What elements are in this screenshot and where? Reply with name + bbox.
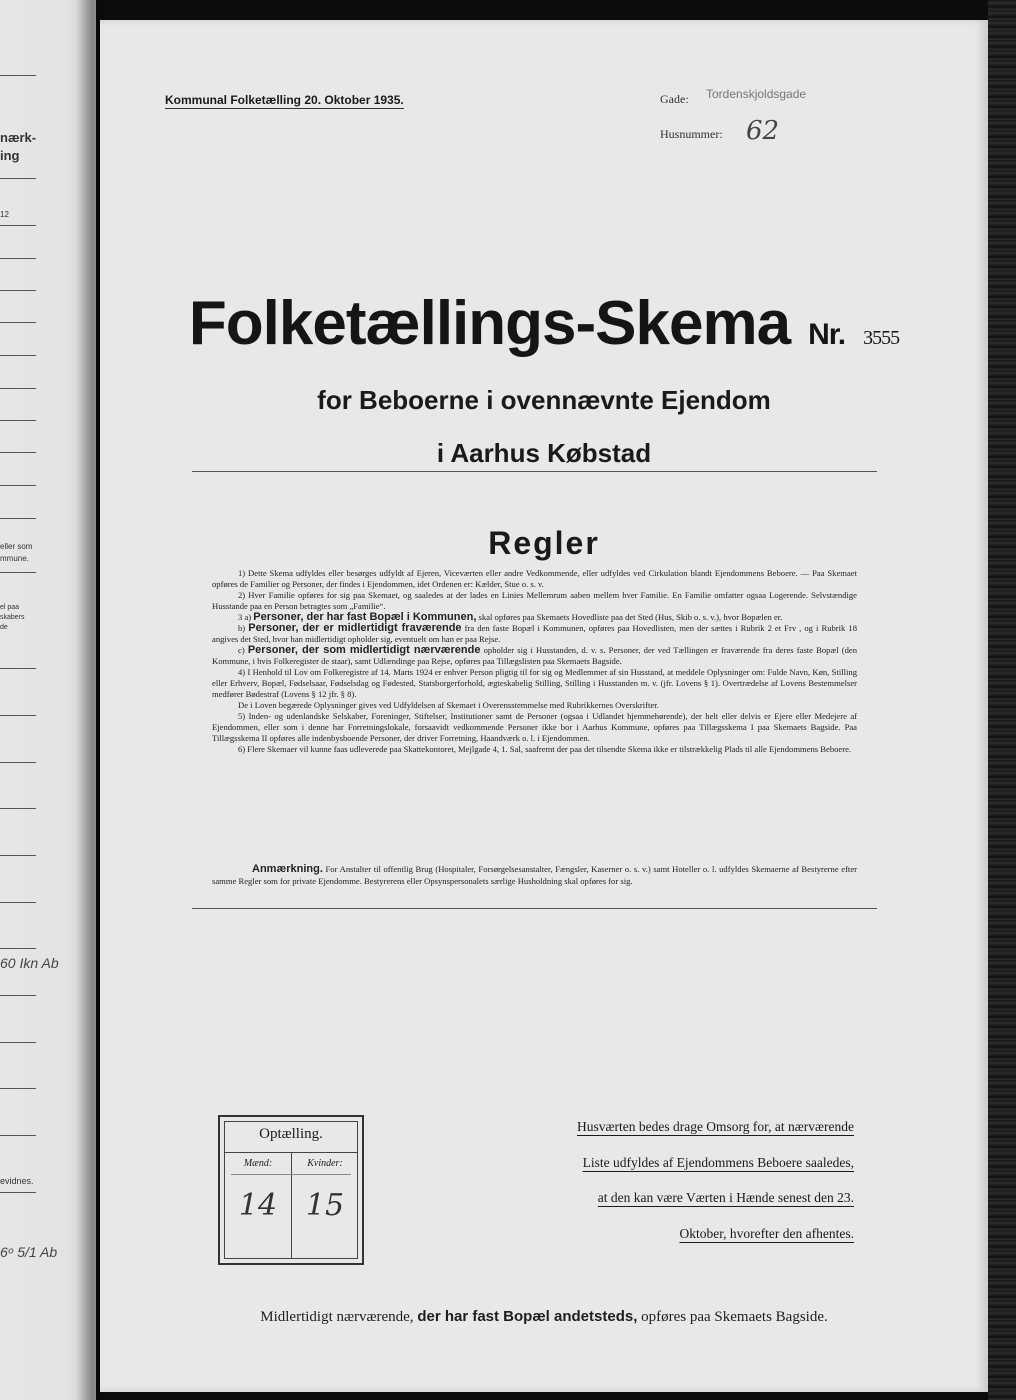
divider xyxy=(0,258,36,259)
fragment-text: skabers xyxy=(0,614,25,621)
landlord-note-line: Husværten bedes drage Omsorg for, at nærværende xyxy=(576,1119,854,1134)
count-box xyxy=(218,1115,364,1265)
form-title xyxy=(100,288,988,359)
divider xyxy=(0,75,36,76)
house-number-label: Husnummer: xyxy=(660,127,723,141)
rule-5: 5) Inden- og udenlandske Selskaber, Foreninger, Stiftelser, Institutioner samt de Personer (ogsaa i Udlandet hjemmehørende), der helt eller delvis er Ejere eller Medejere af Ejendommen, eller som i denne har Forretningslokale, forsaavidt vedkommende Personer ikke bor i Aarhus Kommune, opføres paa Tillægsskema I paa Skemaets Bagside. Paa Tillægsskema II opføres alle indenbysboende Personer, der driver Forretning, Haandværk o. l. i Ejendommen. xyxy=(212,711,857,743)
divider xyxy=(0,518,36,519)
divider xyxy=(0,485,36,486)
divider xyxy=(192,471,877,472)
divider xyxy=(192,908,877,909)
fragment-text: de xyxy=(0,624,8,631)
rule-prefix: 3 a) xyxy=(238,612,252,622)
divider xyxy=(0,322,36,323)
count-box-inner xyxy=(224,1121,358,1259)
form-nr-label: Nr. xyxy=(808,318,846,351)
fragment-text: el paa xyxy=(0,604,20,611)
landlord-note-line: at den kan være Værten i Hænde senest den 23. xyxy=(597,1190,854,1205)
women-label: Kvinder: xyxy=(307,1158,343,1169)
form-subtitle: for Beboerne i ovennævnte Ejendom xyxy=(317,385,771,415)
divider xyxy=(0,572,36,573)
men-count: 14 xyxy=(238,1188,278,1223)
divider xyxy=(0,1042,36,1043)
divider xyxy=(0,715,36,716)
divider xyxy=(0,1135,36,1136)
rule-4b: De i Loven begærede Oplysninger gives ved Udfyldelsen af Skemaet i Overensstemmelse med Rubrikkernes Overskrifter. xyxy=(238,700,659,710)
rule-3c xyxy=(212,645,857,667)
form-number: 3555 xyxy=(863,327,900,349)
rule-body: opholder sig i Husstanden, d. v. s. Personer, der ved Tællingen er fraværende fra deres faste Bopæl (den Kommune, i hvis Folkeregister de staar), samt Udlændinge paa Rejse, opføres paa Tillægslisten paa Skemaets Bagside. xyxy=(212,645,857,666)
divider xyxy=(0,902,36,903)
rule-6: 6) Flere Skemaer vil kunne faas udleverede paa Skattekontoret, Mejlgade 4, 1. Sal, saafremt der paa det tilsendte Skema ikke er tilstrækkelig Plads til alle Ejendommens Beboere. xyxy=(238,744,852,754)
rule-body: fra den faste Bopæl i Kommunen, opføres paa Hovedlisten, men der sættes i Rubrik 2 et Frv , og i Rubrik 18 angives det Sted, hvor han midlertidigt opholder sig, eventuelt om han er paa Rejse. xyxy=(212,623,857,644)
divider xyxy=(0,388,36,389)
divider xyxy=(0,1192,36,1193)
rule-highlight: Personer, der som midlertidigt nærværende xyxy=(247,644,481,656)
rules-heading: Regler xyxy=(488,525,600,561)
divider xyxy=(0,225,36,226)
remark-label: Anmærkning. xyxy=(252,863,323,875)
landlord-note-line: Liste udfyldes af Ejendommens Beboere saaledes, xyxy=(582,1155,854,1170)
divider xyxy=(0,762,36,763)
remark-text: For Anstalter til offentlig Brug (Hospitaler, Forsørgelsesanstalter, Fængsler, Kaserner o. s. v.) samt Hoteller o. l. udfyldes Skemaerne af Bestyrerne efter samme Regler som for private Ejendomme. Bestyrerens eller Opsynspersonalets særlige Husholdning skal opføres for sig. xyxy=(212,864,857,886)
book-spine-edge xyxy=(988,0,1016,1400)
handwritten-note: 6ᵒ 5/1 Ab xyxy=(0,1244,58,1260)
divider xyxy=(0,855,36,856)
street-value: Tordenskjoldsgade xyxy=(706,87,807,101)
rule-2: 2) Hver Familie opføres for sig paa Skemaet, og saaledes at der lades en Linies Mellemrum aaben mellem hver Familie. En Familie omfatter ogsaa Logerende. Selvstændige Husstande paa en Person betragtes som „Familie“. xyxy=(212,590,857,611)
fragment-text: ing xyxy=(0,148,20,163)
rule-prefix: b) xyxy=(238,623,246,633)
divider xyxy=(231,1174,351,1175)
rule-prefix: c) xyxy=(238,645,245,655)
form-subtitle-city: i Aarhus Købstad xyxy=(436,438,652,468)
divider xyxy=(0,178,36,179)
fragment-text: 12 xyxy=(0,210,9,219)
rule-1: 1) Dette Skema udfyldes eller besørges udfyldt af Ejeren, Viceværten eller andre Vedkommende, eller udfyldes ved Cirkulation blandt Ejendommens Beboere. — Paa Skemaet opføres de Familier og Personer, der findes i Ejendommen, idet Ordenen er: Kælder, Stue o. s. v. xyxy=(212,568,857,589)
rules-text xyxy=(212,568,857,755)
census-date-line: Kommunal Folketælling 20. Oktober 1935. xyxy=(165,93,404,107)
divider xyxy=(0,452,36,453)
divider xyxy=(0,1088,36,1089)
divider xyxy=(0,995,36,996)
rule-4: 4) I Henhold til Lov om Folkeregistre af 14. Marts 1924 er enhver Person pligtig til for sig og Medlemmer af sin Husstand, at meddele Oplysninger om: Fulde Navn, Køn, Stilling eller Erhverv, Bopæl, Fødselsaar, Fødselsdag og Fødested, Statsborgerforhold, ægteskabelig Stilling, Stilling i Husstanden m. v. (jfr. Lovens § 1). Overtrædelse af Lovens Bestemmelser medfører Bødestraf (Lovens § 12 jfr. § 8). xyxy=(212,667,857,699)
census-form-page xyxy=(100,20,988,1392)
divider xyxy=(0,948,36,949)
street-label: Gade: xyxy=(660,92,689,106)
rule-body: skal opføres paa Skemaets Hovedliste paa det Sted (Hus, Skib o. s. v.), hvor Bopælen er. xyxy=(478,612,783,622)
footer-part-bold: der har fast Bopæl andetsteds, xyxy=(417,1308,638,1325)
rule-highlight: Personer, der er midlertidigt fraværende xyxy=(248,622,462,634)
fragment-text: evidnes. xyxy=(0,1176,34,1186)
rule-highlight: Personer, der har fast Bopæl i Kommunen, xyxy=(253,611,477,623)
divider xyxy=(0,668,36,669)
rule-3b xyxy=(212,623,857,645)
fragment-text: eller som xyxy=(0,542,33,551)
footer-note xyxy=(100,1308,988,1326)
remark xyxy=(212,863,857,887)
handwritten-note: 60 Ikn Ab xyxy=(0,955,59,971)
footer-part: opføres paa Skemaets Bagside. xyxy=(641,1309,828,1325)
divider xyxy=(0,290,36,291)
house-number-value: 62 xyxy=(746,116,780,146)
footer-part: Midlertidigt nærværende, xyxy=(260,1309,414,1325)
women-count: 15 xyxy=(305,1188,345,1223)
landlord-note-line: Oktober, hvorefter den afhentes. xyxy=(679,1226,854,1241)
fragment-text: nærk- xyxy=(0,130,37,145)
divider xyxy=(0,808,36,809)
form-title-main: Folketællings-Skema xyxy=(188,289,791,358)
count-box-title: Optælling. xyxy=(259,1126,323,1142)
men-label: Mænd: xyxy=(243,1158,273,1169)
fragment-text: mmune. xyxy=(0,554,29,563)
divider xyxy=(0,355,36,356)
divider xyxy=(0,420,36,421)
